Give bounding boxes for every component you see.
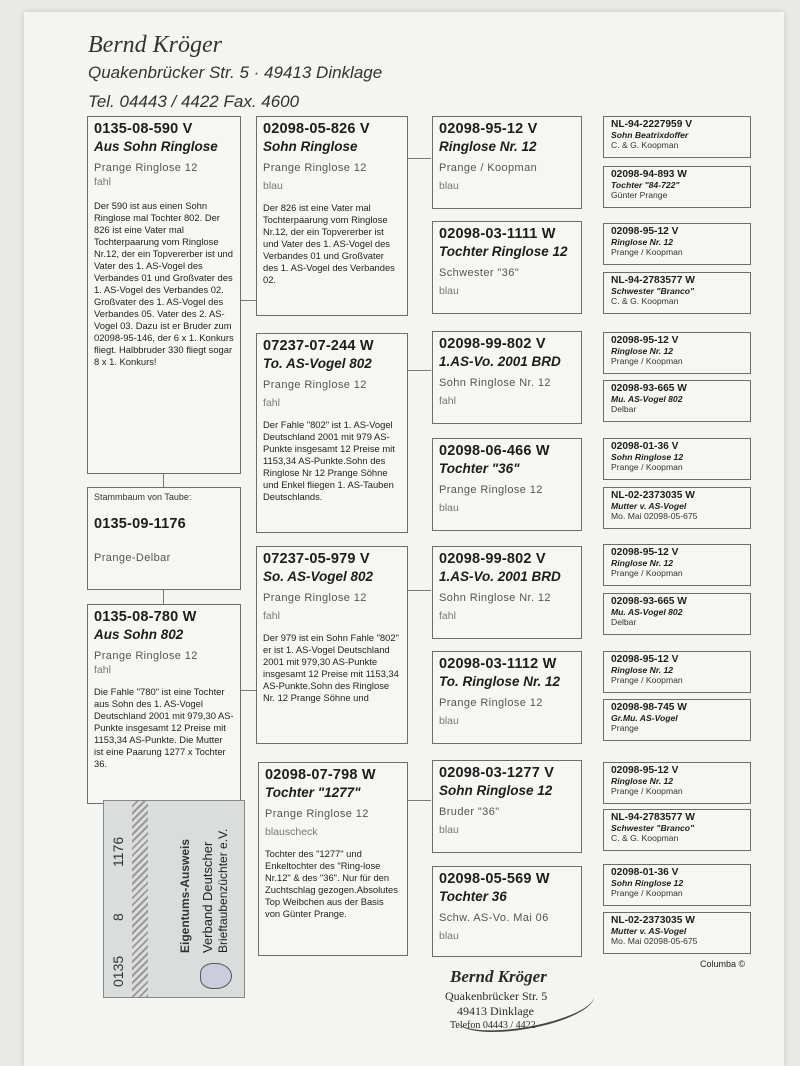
breeder: C. & G. Koopman	[611, 140, 679, 150]
breeder-name: Bernd Kröger	[88, 32, 222, 58]
breeder-stamp	[445, 965, 605, 1030]
bloodline: Sohn Ringlose Nr. 12	[439, 377, 551, 389]
ownership-card-image	[103, 800, 245, 998]
card-ring-part-3: 1176	[110, 836, 126, 867]
color: fahl	[439, 610, 456, 622]
pigeon-title: Mu. AS-Vogel 802	[611, 607, 683, 617]
ancestor-card[interactable]	[603, 912, 751, 954]
connector	[407, 590, 431, 591]
breeder: Prange / Koopman	[611, 888, 683, 898]
ring-number: NL-94-2227959 V	[611, 119, 692, 130]
description: Der 979 ist ein Sohn Fahle "802" er ist 1. AS-Vogel Deutschland 2001 mit 979,30 AS-Punkte insgesamt 12 Preise mit 1153,34 AS-Punkte.Sohn des Ringlose Nr. 12 Prange Söhne und	[263, 632, 399, 703]
bloodline: Prange Ringlose 12	[439, 484, 543, 496]
breeder: Delbar	[611, 404, 637, 414]
ancestor-card[interactable]	[603, 272, 751, 314]
bloodline: Prange Ringlose 12	[263, 162, 367, 174]
pigeon-title: Tochter 36	[439, 889, 507, 904]
stamp-phone: Telefon 04443 / 4422	[450, 1020, 536, 1031]
ring-number: 07237-05-979 V	[263, 551, 370, 567]
pigeon-title: Mu. AS-Vogel 802	[611, 394, 683, 404]
breeder: Mo. Mai 02098-05-675	[611, 511, 698, 521]
ring-number: 02098-93-665 W	[611, 596, 687, 607]
pigeon-title: Sohn Ringlose	[263, 139, 358, 154]
ring-number: 0135-09-1176	[94, 516, 186, 532]
ring-number: 02098-95-12 V	[439, 121, 538, 137]
color: fahl	[94, 664, 111, 676]
pigeon-title: To. AS-Vogel 802	[263, 356, 372, 371]
pigeon-title: Ringlose Nr. 12	[611, 237, 674, 247]
software-credit: Columba ©	[700, 959, 746, 969]
pigeon-title: Sohn Ringlose 12	[611, 452, 684, 462]
bloodline: Prange / Koopman	[439, 162, 538, 174]
ring-number: 02098-95-12 V	[611, 547, 679, 558]
breeder: Prange / Koopman	[611, 786, 683, 796]
pigeon-title: Sohn Beatrixdoffer	[611, 130, 689, 140]
breeder: Delbar	[611, 617, 637, 627]
pigeon-title: Aus Sohn Ringlose	[94, 139, 218, 154]
bloodline: Prange Ringlose 12	[94, 162, 198, 174]
breeder: Prange / Koopman	[611, 462, 683, 472]
pigeon-title: Ringlose Nr. 12	[611, 776, 674, 786]
mother-card[interactable]	[87, 604, 241, 804]
great-grandparent-card[interactable]	[432, 651, 582, 744]
ancestor-card[interactable]	[603, 223, 751, 265]
breeder: Mo. Mai 02098-05-675	[611, 936, 698, 946]
pigeon-title: 1.AS-Vo. 2001 BRD	[439, 569, 561, 584]
description: Der 826 ist eine Vater mal Tochterpaarung vom Ringlose Nr.12, der ein Topvererber ist und Vater des 1. AS-Vogel des Verbandes 01 und Großvater des 1. AS-Vogel des Verbandes 02.	[263, 202, 395, 285]
ring-number: NL-94-2783577 W	[611, 812, 695, 823]
ring-number: 02098-03-1277 V	[439, 765, 555, 781]
ring-number: 02098-95-12 V	[611, 226, 679, 237]
ancestor-card[interactable]	[603, 699, 751, 741]
bloodline: Bruder "36"	[439, 806, 500, 818]
great-grandparent-card[interactable]	[432, 116, 582, 209]
grandparent-card[interactable]	[256, 116, 408, 316]
ring-number: 0135-08-590 V	[94, 121, 193, 137]
ancestor-card[interactable]	[603, 116, 751, 158]
color: fahl	[94, 176, 111, 188]
great-grandparent-card[interactable]	[432, 221, 582, 314]
father-card[interactable]	[87, 116, 241, 474]
pigeon-title: Tochter "1277"	[265, 785, 361, 800]
ancestor-card[interactable]	[603, 438, 751, 480]
security-pattern	[132, 801, 148, 997]
bloodline: Prange Ringlose 12	[439, 697, 543, 709]
ancestor-card[interactable]	[603, 864, 751, 906]
ring-number: 02098-95-12 V	[611, 654, 679, 665]
card-ring-part-2: 8	[110, 913, 126, 921]
ancestor-card[interactable]	[603, 380, 751, 422]
ancestor-card[interactable]	[603, 809, 751, 851]
ancestor-card[interactable]	[603, 593, 751, 635]
color: blau	[263, 180, 283, 192]
pigeon-title: So. AS-Vogel 802	[263, 569, 374, 584]
color: blau	[439, 285, 459, 297]
bloodline: Prange Ringlose 12	[263, 592, 367, 604]
ancestor-card[interactable]	[603, 544, 751, 586]
breeder: Prange / Koopman	[611, 356, 683, 366]
connector	[407, 158, 431, 159]
ancestor-card[interactable]	[603, 332, 751, 374]
ancestor-card[interactable]	[603, 487, 751, 529]
color: blau	[439, 930, 459, 942]
ring-number: 02098-99-802 V	[439, 551, 546, 567]
subject-pigeon-card[interactable]	[87, 487, 241, 590]
pigeon-title: Tochter "84-722"	[611, 180, 680, 190]
card-ring-part-1: 0135	[110, 955, 126, 987]
ring-number: 07237-07-244 W	[263, 338, 374, 354]
great-grandparent-card[interactable]	[432, 331, 582, 424]
color: fahl	[263, 610, 280, 622]
ring-number: 02098-93-665 W	[611, 383, 687, 394]
color: blau	[439, 502, 459, 514]
breeder-contact: Tel. 04443 / 4422 Fax. 4600	[88, 92, 300, 111]
description: Der Fahle "802" ist 1. AS-Vogel Deutschland 2001 mit 979 AS-Punkte insgesamt 12 Preise mit 1153,34 AS-Punkte.Sohn des Ringlose Nr 12 Prange Söhne und Enkel fliegen 1. AS-Tauben Deutschlands.	[263, 419, 395, 502]
breeder: Prange	[611, 723, 639, 733]
pigeon-title: Ringlose Nr. 12	[611, 558, 674, 568]
ring-number: 02098-94-893 W	[611, 169, 687, 180]
ring-number: 02098-01-36 V	[611, 441, 679, 452]
bloodline: Schwester "36"	[439, 267, 520, 279]
grandparent-card[interactable]	[256, 333, 408, 533]
bloodline: Sohn Ringlose Nr. 12	[439, 592, 551, 604]
pedigree-label: Stammbaum von Taube:	[94, 492, 192, 502]
connector	[163, 589, 164, 605]
color: blau	[439, 180, 459, 192]
pigeon-title: Sohn Ringlose 12	[439, 783, 553, 798]
pigeon-title: Schwester "Branco"	[611, 286, 695, 296]
pigeon-title: 1.AS-Vo. 2001 BRD	[439, 354, 561, 369]
ring-number: 02098-01-36 V	[611, 867, 679, 878]
pigeon-title: Schwester "Branco"	[611, 823, 695, 833]
ancestor-card[interactable]	[603, 762, 751, 804]
pigeon-title: Ringlose Nr. 12	[611, 665, 674, 675]
federation-name-2: Brieftaubenzüchter e.V.	[216, 828, 230, 953]
ring-number: 02098-06-466 W	[439, 443, 550, 459]
bloodline: Prange-Delbar	[94, 552, 171, 564]
pigeon-title: Aus Sohn 802	[94, 627, 184, 642]
description: Der 590 ist aus einen Sohn Ringlose mal Tochter 802. Der 826 ist eine Vater mal Tochterpaarung vom Ringlose Nr.12, der ein Topvererber ist und Vater des 1. AS-Vogel des Verbandes 01 und Großvater des 1. AS-Vogel des Verbandes 02. Großvater des 1. AS-Vogel des Verbandes 05. Vater des 2. AS-Vogel 03. Dazu ist er Bruder zum 02098-95-146, der 6 x 1. Konkurs fliegt. Halbbruder 330 fliegt sogar 8 x 1. Konkurs!	[94, 200, 234, 367]
ring-number: 02098-05-569 W	[439, 871, 550, 887]
ring-number: 02098-03-1111 W	[439, 226, 556, 242]
stamp-street: Quakenbrücker Str. 5	[445, 989, 548, 1003]
pigeon-title: Ringlose Nr. 12	[439, 139, 537, 154]
federation-name: Verband Deutscher	[200, 841, 215, 953]
breeder: Prange / Koopman	[611, 247, 683, 257]
ring-number: 02098-03-1112 W	[439, 656, 557, 672]
pigeon-title: Tochter "36"	[439, 461, 520, 476]
ring-number: 0135-08-780 W	[94, 609, 197, 625]
ring-number: NL-02-2373035 W	[611, 490, 695, 501]
pigeon-title: Ringlose Nr. 12	[611, 346, 674, 356]
connector	[407, 370, 431, 371]
description: Die Fahle "780" ist eine Tochter aus Sohn des 1. AS-Vogel Deutschland 2001 mit 979,30 AS-Punkte insgesamt 12 Preise mit 1153,34 AS-Punkte. Die Mutter ist eine Paarung 1277 x Tochter 36.	[94, 686, 234, 769]
breeder: Prange / Koopman	[611, 568, 683, 578]
great-grandparent-card[interactable]	[432, 438, 582, 531]
great-grandparent-card[interactable]	[432, 546, 582, 639]
ring-number: 02098-98-745 W	[611, 702, 687, 713]
pigeon-title: Mutter v. AS-Vogel	[611, 926, 687, 936]
breeder: C. & G. Koopman	[611, 296, 679, 306]
great-grandparent-card[interactable]	[432, 866, 582, 957]
grandparent-card[interactable]	[256, 546, 408, 744]
ring-number: NL-94-2783577 W	[611, 275, 695, 286]
breeder: C. & G. Koopman	[611, 833, 679, 843]
ring-number: 02098-95-12 V	[611, 765, 679, 776]
ring-number: NL-02-2373035 W	[611, 915, 695, 926]
grandparent-card[interactable]	[258, 762, 408, 956]
ring-number: 02098-05-826 V	[263, 121, 370, 137]
great-grandparent-card[interactable]	[432, 760, 582, 853]
connector	[407, 800, 431, 801]
federation-logo-icon	[200, 963, 232, 989]
color: blau	[439, 824, 459, 836]
connector	[240, 300, 256, 301]
pigeon-title: Tochter Ringlose 12	[439, 244, 568, 259]
breeder-address: Quakenbrücker Str. 5 · 49413 Dinklage	[88, 63, 383, 82]
pigeon-title: Gr.Mu. AS-Vogel	[611, 713, 678, 723]
ancestor-card[interactable]	[603, 651, 751, 693]
ring-number: 02098-95-12 V	[611, 335, 679, 346]
breeder: Prange / Koopman	[611, 675, 683, 685]
bloodline: Prange Ringlose 12	[265, 808, 369, 820]
connector	[163, 473, 164, 487]
pigeon-title: Mutter v. AS-Vogel	[611, 501, 687, 511]
breeder: Günter Prange	[611, 190, 668, 200]
description: Tochter des "1277" und Enkeltochter des "Ring-lose Nr.12" & des "36". Nur für den Zuchtschlag gezogen.Absolutes Top Weibchen aus der Basis von Günter Prange.	[265, 848, 398, 919]
pigeon-title: Sohn Ringlose 12	[611, 878, 684, 888]
pigeon-title: To. Ringlose Nr. 12	[439, 674, 561, 689]
bloodline: Prange Ringlose 12	[94, 650, 198, 662]
bloodline: Schw. AS-Vo. Mai 06	[439, 912, 549, 924]
stamp-city: 49413 Dinklage	[457, 1004, 534, 1018]
color: blau	[439, 715, 459, 727]
ancestor-card[interactable]	[603, 166, 751, 208]
color: fahl	[263, 397, 280, 409]
color: blauscheck	[265, 826, 318, 838]
bloodline: Prange Ringlose 12	[263, 379, 367, 391]
ring-number: 02098-99-802 V	[439, 336, 546, 352]
document-title: Eigentums-Ausweis	[178, 838, 192, 953]
stamp-name: Bernd Kröger	[450, 967, 547, 986]
ring-number: 02098-07-798 W	[265, 767, 376, 783]
color: fahl	[439, 395, 456, 407]
